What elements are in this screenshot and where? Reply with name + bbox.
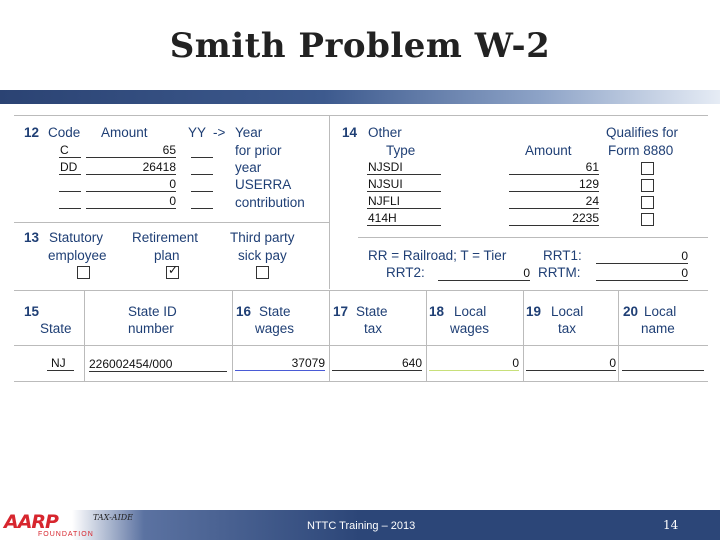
box14-row1-qualifies-checkbox[interactable]: [641, 162, 654, 175]
rrt1-line: [596, 263, 688, 264]
box14-row4-amount-line: [509, 225, 599, 226]
state-value[interactable]: NJ: [51, 356, 66, 370]
box14-row2-amount-line: [509, 191, 599, 192]
box14-row3-amount-line: [509, 208, 599, 209]
box12-year-line-1: Year: [235, 125, 263, 140]
box12-row4-yy-line[interactable]: [191, 208, 213, 209]
box16-label-1: State: [259, 304, 291, 319]
box12-row3-code-line: [59, 191, 81, 192]
box12-code-header: Code: [48, 125, 81, 140]
state-divider-2: [232, 290, 233, 381]
box14-row2-type-line: [367, 191, 441, 192]
rrtm-line: [596, 280, 688, 281]
box14-row3-type-line: [367, 208, 441, 209]
rrt2-label: RRT2:: [386, 265, 425, 280]
box12-amount-header: Amount: [101, 125, 148, 140]
box12-row1-amount-line: [86, 157, 176, 158]
box12-year-line-3: year: [235, 160, 262, 175]
box20-label-1: Local: [644, 304, 677, 319]
box12-number: 12: [24, 125, 40, 140]
box14-row1-type-line: [367, 174, 441, 175]
state-row-bottom-border: [14, 381, 708, 382]
box12-row1-code-line: [59, 157, 81, 158]
box14-row1-type[interactable]: NJSDI: [368, 160, 403, 174]
box17-label-2: tax: [364, 321, 383, 336]
state-id-label-2: number: [128, 321, 174, 336]
box20-number: 20: [623, 304, 639, 319]
rrt2-value[interactable]: 0: [523, 266, 530, 280]
box14-row4-amount[interactable]: 2235: [572, 211, 599, 225]
form-top-border: [14, 115, 708, 116]
box12-row2-code-line: [59, 174, 81, 175]
w2-form: [14, 115, 708, 383]
state-divider-6: [618, 290, 619, 381]
box13-divider: [329, 227, 330, 289]
box12-bottom-border: [14, 222, 329, 223]
state-id-value[interactable]: 226002454/000: [89, 357, 173, 371]
box18-number: 18: [429, 304, 445, 319]
railroad-legend: RR = Railroad; T = Tier: [368, 248, 507, 263]
box14-row3-qualifies-checkbox[interactable]: [641, 196, 654, 209]
box14-number: 14: [342, 125, 358, 140]
rrt1-label: RRT1:: [543, 248, 582, 263]
rrtm-value[interactable]: 0: [681, 266, 688, 280]
box14-qualifies-header-2: Form 8880: [608, 143, 674, 158]
box15-label: State: [40, 321, 72, 336]
local-tax-line: [526, 370, 616, 371]
box12-row2-amount[interactable]: 26418: [142, 160, 176, 174]
state-wages-value[interactable]: 37079: [291, 356, 325, 370]
box17-label-1: State: [356, 304, 388, 319]
box12-row4-amount[interactable]: 0: [169, 194, 176, 208]
box12-divider: [329, 115, 330, 227]
rrtm-label: RRTM:: [538, 265, 581, 280]
box14-row2-type[interactable]: NJSUI: [368, 177, 403, 191]
box18-label-2: wages: [450, 321, 490, 336]
box12-year-line-4: USERRA: [235, 177, 292, 192]
box14-row1-amount[interactable]: 61: [585, 160, 599, 174]
box14-row4-type[interactable]: 414H: [368, 211, 397, 225]
box18-label-1: Local: [454, 304, 487, 319]
box12-arrow: ->: [213, 125, 226, 140]
box14-row3-amount[interactable]: 24: [585, 194, 599, 208]
retirement-label-1: Retirement: [132, 230, 199, 245]
box12-row3-amount-line: [86, 191, 176, 192]
state-value-line: [47, 370, 74, 371]
footer-center-text: NTTC Training – 2013: [307, 520, 416, 532]
state-wages-line: [235, 370, 325, 371]
statutory-label-2: employee: [48, 248, 107, 263]
box14-qualifies-header-1: Qualifies for: [606, 125, 679, 140]
retirement-label-2: plan: [154, 248, 180, 263]
state-divider-3: [329, 290, 330, 381]
box14-row4-type-line: [367, 225, 441, 226]
box14-row1-amount-line: [509, 174, 599, 175]
box20-label-2: name: [641, 321, 675, 336]
rrt2-line: [438, 280, 530, 281]
third-party-sick-pay-checkbox[interactable]: [256, 266, 269, 279]
foundation-label: FOUNDATION: [38, 531, 94, 538]
local-wages-value[interactable]: 0: [512, 356, 519, 370]
checkmark-icon: ✓: [168, 263, 179, 277]
state-header-bottom-border: [14, 345, 708, 346]
box12-row3-amount[interactable]: 0: [169, 177, 176, 191]
page-title: Smith Problem W-2: [169, 26, 551, 66]
statutory-employee-checkbox[interactable]: [77, 266, 90, 279]
box14-row4-qualifies-checkbox[interactable]: [641, 213, 654, 226]
box14-amount-header: Amount: [525, 143, 572, 158]
state-divider-4: [426, 290, 427, 381]
box12-yy-header: YY: [188, 125, 207, 140]
box14-type-header: Type: [386, 143, 416, 158]
state-tax-value[interactable]: 640: [401, 356, 422, 370]
tax-aide-label: TAX-AIDE: [93, 513, 133, 522]
state-divider-5: [523, 290, 524, 381]
state-id-line: [89, 371, 227, 372]
local-wages-line: [429, 370, 519, 371]
rrt1-value[interactable]: 0: [681, 249, 688, 263]
box12-row1-yy-line[interactable]: [191, 157, 213, 158]
box19-label-2: tax: [558, 321, 577, 336]
box12-row3-yy-line[interactable]: [191, 191, 213, 192]
aarp-logo: AARP: [4, 511, 58, 533]
box12-row2-code[interactable]: DD: [60, 160, 78, 174]
page-number: 14: [663, 518, 679, 532]
box12-year-line-5: contribution: [235, 195, 305, 210]
box14-row3-type[interactable]: NJFLI: [368, 194, 401, 208]
box12-row2-yy-line[interactable]: [191, 174, 213, 175]
statutory-label-1: Statutory: [49, 230, 104, 245]
state-section-top-border: [14, 290, 708, 291]
state-tax-line: [332, 370, 422, 371]
box16-label-2: wages: [255, 321, 295, 336]
box14-row2-qualifies-checkbox[interactable]: [641, 179, 654, 192]
box14-other-header: Other: [368, 125, 402, 140]
box12-row1-amount[interactable]: 65: [162, 143, 176, 157]
box12-row2-amount-line: [86, 174, 176, 175]
third-party-label-2: sick pay: [238, 248, 287, 263]
box16-number: 16: [236, 304, 252, 319]
box17-number: 17: [333, 304, 349, 319]
retirement-plan-checkbox[interactable]: [166, 263, 179, 279]
state-divider-1: [84, 290, 85, 381]
box12-year-line-2: for prior: [235, 143, 282, 158]
box14-bottom-border: [358, 237, 708, 238]
box12-row4-code-line: [59, 208, 81, 209]
third-party-label-1: Third party: [230, 230, 295, 245]
box19-label-1: Local: [551, 304, 584, 319]
box12-row1-code[interactable]: C: [60, 143, 69, 157]
state-id-label-1: State ID: [128, 304, 177, 319]
box14-row2-amount[interactable]: 129: [578, 177, 599, 191]
box19-number: 19: [526, 304, 542, 319]
box13-number: 13: [24, 230, 40, 245]
header-bar: [0, 90, 720, 104]
box12-row4-amount-line: [86, 208, 176, 209]
box15-number: 15: [24, 304, 40, 319]
local-tax-value[interactable]: 0: [609, 356, 616, 370]
local-name-line: [622, 370, 704, 371]
